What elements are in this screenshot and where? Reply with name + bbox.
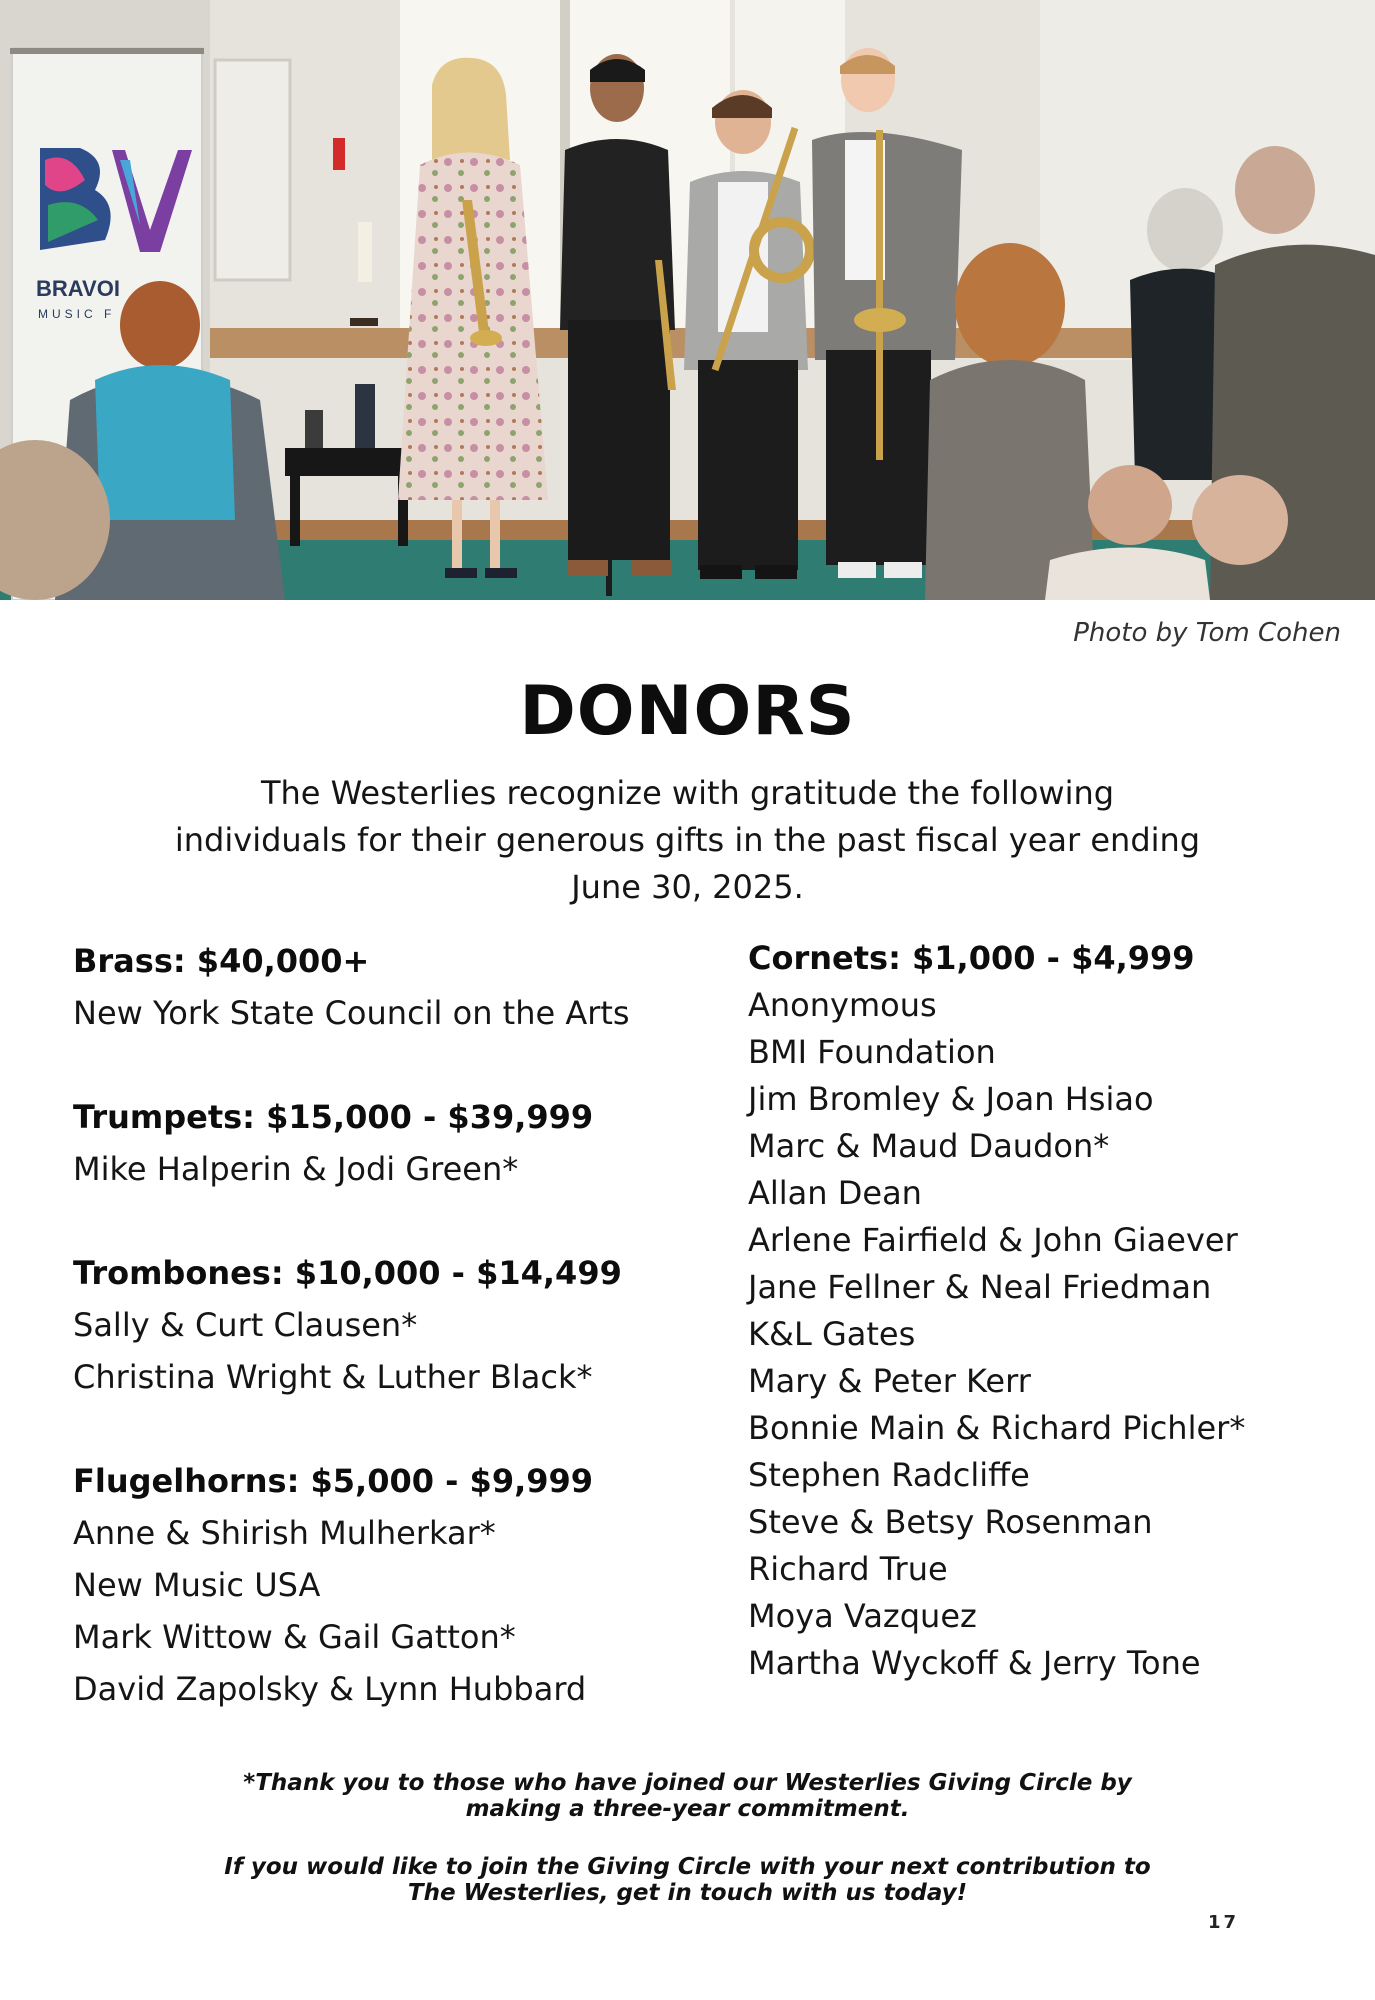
- donor-column-left: [73, 935, 713, 1767]
- tier-heading: Trombones: $10,000 - $14,499: [73, 1254, 622, 1292]
- donor-name: Jane Fellner & Neal Friedman: [748, 1268, 1212, 1306]
- intro-line-2: individuals for their generous gifts in the past fiscal year ending: [174, 821, 1201, 859]
- tier-heading: Brass: $40,000+: [73, 942, 370, 980]
- donor-name: Bonnie Main & Richard Pichler*: [748, 1409, 1246, 1447]
- giving-circle-note: [150, 1770, 1225, 1822]
- tier-brass: [73, 935, 713, 1039]
- donor-name: Stephen Radcliffe: [748, 1456, 1030, 1494]
- banner-text-line2: MUSIC F: [38, 307, 116, 321]
- intro-line-1: The Westerlies recognize with gratitude the following: [260, 774, 1115, 812]
- note-line-4: The Westerlies, get in touch with us today!: [407, 1880, 968, 1906]
- intro-paragraph: [110, 770, 1265, 911]
- donor-name: K&L Gates: [748, 1315, 916, 1353]
- note-line-3: If you would like to join the Giving Circle with your next contribution to: [224, 1854, 1151, 1880]
- tier-heading: Cornets: $1,000 - $4,999: [748, 939, 1195, 977]
- donor-name: Anne & Shirish Mulherkar*: [73, 1514, 496, 1552]
- donor-name: Arlene Fairfield & John Giaever: [748, 1221, 1238, 1259]
- donor-name: Richard True: [748, 1550, 948, 1588]
- donor-name: Steve & Betsy Rosenman: [748, 1503, 1153, 1541]
- donor-name: Marc & Maud Daudon*: [748, 1127, 1110, 1165]
- donor-name: Mike Halperin & Jodi Green*: [73, 1150, 519, 1188]
- donor-name: Martha Wyckoff & Jerry Tone: [748, 1644, 1201, 1682]
- giving-circle-invitation: [150, 1854, 1225, 1906]
- tier-heading: Flugelhorns: $5,000 - $9,999: [73, 1462, 594, 1500]
- donor-column-right: [748, 935, 1368, 1739]
- note-line-1: *Thank you to those who have joined our Westerlies Giving Circle by: [243, 1770, 1132, 1796]
- donor-name: Allan Dean: [748, 1174, 922, 1212]
- tier-trumpets: [73, 1091, 713, 1195]
- header-photo: [0, 0, 1375, 600]
- tier-trombones: [73, 1247, 713, 1403]
- donor-name: Mary & Peter Kerr: [748, 1362, 1031, 1400]
- intro-line-3: June 30, 2025.: [571, 868, 804, 906]
- tier-cornets: [748, 935, 1368, 1687]
- donor-name: New Music USA: [73, 1566, 321, 1604]
- donor-name: Sally & Curt Clausen*: [73, 1306, 418, 1344]
- concert-photo-illustration: [0, 0, 1375, 600]
- donor-name: Moya Vazquez: [748, 1597, 977, 1635]
- tier-heading: Trumpets: $15,000 - $39,999: [73, 1098, 594, 1136]
- note-line-2: making a three-year commitment.: [465, 1796, 910, 1822]
- photo-credit: Photo by Tom Cohen: [1073, 618, 1341, 648]
- donor-name: BMI Foundation: [748, 1033, 996, 1071]
- donor-name: New York State Council on the Arts: [73, 994, 630, 1032]
- donor-name: Anonymous: [748, 986, 937, 1024]
- donor-name: David Zapolsky & Lynn Hubbard: [73, 1670, 587, 1708]
- tier-flugelhorns: [73, 1455, 713, 1715]
- donor-name: Jim Bromley & Joan Hsiao: [748, 1080, 1154, 1118]
- page-title: DONORS: [519, 672, 856, 751]
- donor-name: Christina Wright & Luther Black*: [73, 1358, 593, 1396]
- banner-text-line1: BRAVOI: [36, 276, 120, 301]
- page-number: 17: [1208, 1912, 1240, 1933]
- donor-name: Mark Wittow & Gail Gatton*: [73, 1618, 516, 1656]
